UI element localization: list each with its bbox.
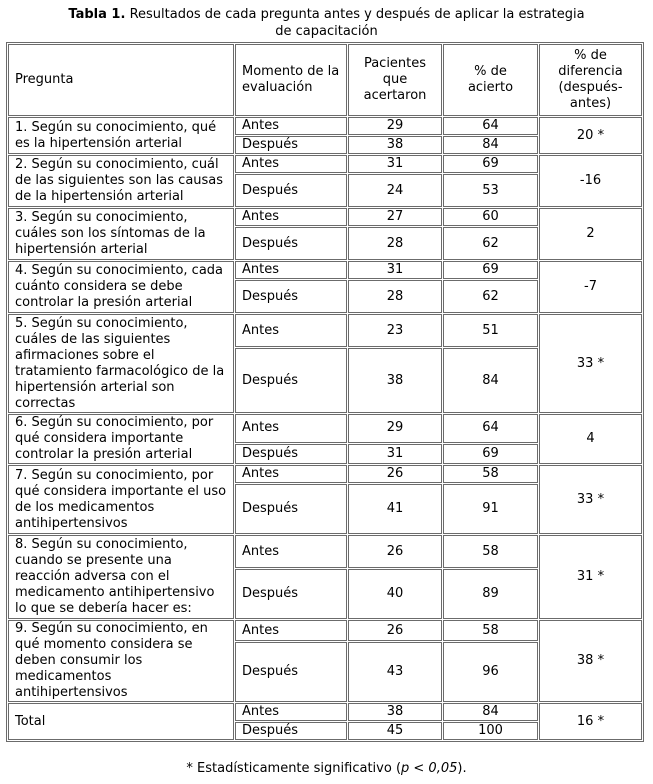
diferencia-cell: 33 * xyxy=(539,465,642,534)
pacientes-cell: 40 xyxy=(348,569,442,619)
diferencia-cell: 31 * xyxy=(539,535,642,619)
pregunta-cell: 9. Según su conocimiento, en qué momento considera se deben consumir los medicamentos antihipertensivos xyxy=(8,620,234,702)
porcentaje-cell: 69 xyxy=(443,444,538,464)
porcentaje-cell: 53 xyxy=(443,174,538,207)
header-porcentaje: % de acierto xyxy=(443,44,538,116)
caption-label: Tabla 1. xyxy=(68,7,126,22)
table-row xyxy=(8,314,642,347)
porcentaje-cell: 69 xyxy=(443,155,538,173)
pacientes-cell: 38 xyxy=(348,136,442,154)
porcentaje-cell: 69 xyxy=(443,261,538,279)
momento-cell: Después xyxy=(235,722,347,740)
table-row xyxy=(8,703,642,721)
porcentaje-cell: 51 xyxy=(443,314,538,347)
pacientes-cell: 24 xyxy=(348,174,442,207)
porcentaje-cell: 58 xyxy=(443,535,538,568)
table-row xyxy=(8,535,642,568)
caption-line-1 xyxy=(0,6,653,23)
pregunta-cell: 8. Según su conocimiento, cuando se presente una reacción adversa con el medicamento antihipertensivo lo que se debería hacer es: xyxy=(8,535,234,619)
pacientes-cell: 38 xyxy=(348,703,442,721)
momento-cell: Después xyxy=(235,280,347,313)
diferencia-cell: 38 * xyxy=(539,620,642,702)
table-row xyxy=(8,620,642,641)
momento-cell: Antes xyxy=(235,155,347,173)
results-table xyxy=(6,42,644,742)
momento-cell: Después xyxy=(235,348,347,413)
pacientes-cell: 26 xyxy=(348,465,442,483)
momento-cell: Después xyxy=(235,174,347,207)
momento-cell: Antes xyxy=(235,117,347,135)
porcentaje-cell: 89 xyxy=(443,569,538,619)
pregunta-cell: 2. Según su conocimiento, cuál de las siguientes son las causas de la hipertensión arterial xyxy=(8,155,234,207)
pacientes-cell: 28 xyxy=(348,227,442,260)
momento-cell: Antes xyxy=(235,314,347,347)
diferencia-cell: 16 * xyxy=(539,703,642,740)
momento-cell: Antes xyxy=(235,465,347,483)
pregunta-cell: Total xyxy=(8,703,234,740)
pregunta-cell: 4. Según su conocimiento, cada cuánto considera se debe controlar la presión arterial xyxy=(8,261,234,313)
momento-cell: Después xyxy=(235,642,347,702)
pacientes-cell: 38 xyxy=(348,348,442,413)
pacientes-cell: 23 xyxy=(348,314,442,347)
pacientes-cell: 45 xyxy=(348,722,442,740)
caption-title: Resultados de cada pregunta antes y después de aplicar la estrategia xyxy=(129,7,585,22)
momento-cell: Antes xyxy=(235,414,347,443)
pacientes-cell: 31 xyxy=(348,444,442,464)
momento-cell: Después xyxy=(235,444,347,464)
diferencia-cell: 2 xyxy=(539,208,642,260)
pregunta-cell: 1. Según su conocimiento, qué es la hipertensión arterial xyxy=(8,117,234,154)
table-row xyxy=(8,208,642,226)
diferencia-cell: -7 xyxy=(539,261,642,313)
table-row xyxy=(8,414,642,443)
pregunta-cell: 7. Según su conocimiento, por qué considera importante el uso de los medicamentos antihipertensivos xyxy=(8,465,234,534)
footnote-text: * Estadísticamente significativo ( xyxy=(186,761,402,776)
momento-cell: Después xyxy=(235,484,347,534)
diferencia-cell: 4 xyxy=(539,414,642,464)
table-row xyxy=(8,155,642,173)
pacientes-cell: 27 xyxy=(348,208,442,226)
porcentaje-cell: 84 xyxy=(443,348,538,413)
header-pacientes: Pacientes que acertaron xyxy=(348,44,442,116)
header-row xyxy=(8,44,642,116)
pacientes-cell: 43 xyxy=(348,642,442,702)
porcentaje-cell: 62 xyxy=(443,227,538,260)
header-diferencia: % de diferencia (después-antes) xyxy=(539,44,642,116)
results-table-body xyxy=(8,44,642,740)
table-caption xyxy=(0,6,653,40)
pregunta-cell: 3. Según su conocimiento, cuáles son los síntomas de la hipertensión arterial xyxy=(8,208,234,260)
table-row xyxy=(8,261,642,279)
momento-cell: Antes xyxy=(235,620,347,641)
footnote xyxy=(0,760,653,777)
momento-cell: Después xyxy=(235,227,347,260)
porcentaje-cell: 96 xyxy=(443,642,538,702)
momento-cell: Antes xyxy=(235,535,347,568)
footnote-end: ). xyxy=(457,761,467,776)
caption-line-2: de capacitación xyxy=(275,24,378,39)
porcentaje-cell: 60 xyxy=(443,208,538,226)
porcentaje-cell: 91 xyxy=(443,484,538,534)
pacientes-cell: 41 xyxy=(348,484,442,534)
porcentaje-cell: 100 xyxy=(443,722,538,740)
momento-cell: Antes xyxy=(235,703,347,721)
porcentaje-cell: 58 xyxy=(443,465,538,483)
pacientes-cell: 26 xyxy=(348,620,442,641)
pacientes-cell: 26 xyxy=(348,535,442,568)
porcentaje-cell: 62 xyxy=(443,280,538,313)
table-row xyxy=(8,117,642,135)
header-momento: Momento de la evaluación xyxy=(235,44,347,116)
porcentaje-cell: 84 xyxy=(443,136,538,154)
table-row xyxy=(8,465,642,483)
pacientes-cell: 29 xyxy=(348,117,442,135)
momento-cell: Después xyxy=(235,569,347,619)
porcentaje-cell: 84 xyxy=(443,703,538,721)
header-pregunta: Pregunta xyxy=(8,44,234,116)
footnote-stat: p < 0,05 xyxy=(401,761,458,776)
porcentaje-cell: 64 xyxy=(443,414,538,443)
diferencia-cell: 33 * xyxy=(539,314,642,413)
diferencia-cell: 20 * xyxy=(539,117,642,154)
momento-cell: Antes xyxy=(235,261,347,279)
momento-cell: Después xyxy=(235,136,347,154)
pacientes-cell: 31 xyxy=(348,155,442,173)
pacientes-cell: 28 xyxy=(348,280,442,313)
pacientes-cell: 31 xyxy=(348,261,442,279)
porcentaje-cell: 64 xyxy=(443,117,538,135)
pregunta-cell: 5. Según su conocimiento, cuáles de las siguientes afirmaciones sobre el tratamiento farmacológico de la hipertensión arterial son correctas xyxy=(8,314,234,413)
porcentaje-cell: 58 xyxy=(443,620,538,641)
pregunta-cell: 6. Según su conocimiento, por qué considera importante controlar la presión arterial xyxy=(8,414,234,464)
momento-cell: Antes xyxy=(235,208,347,226)
pacientes-cell: 29 xyxy=(348,414,442,443)
diferencia-cell: -16 xyxy=(539,155,642,207)
